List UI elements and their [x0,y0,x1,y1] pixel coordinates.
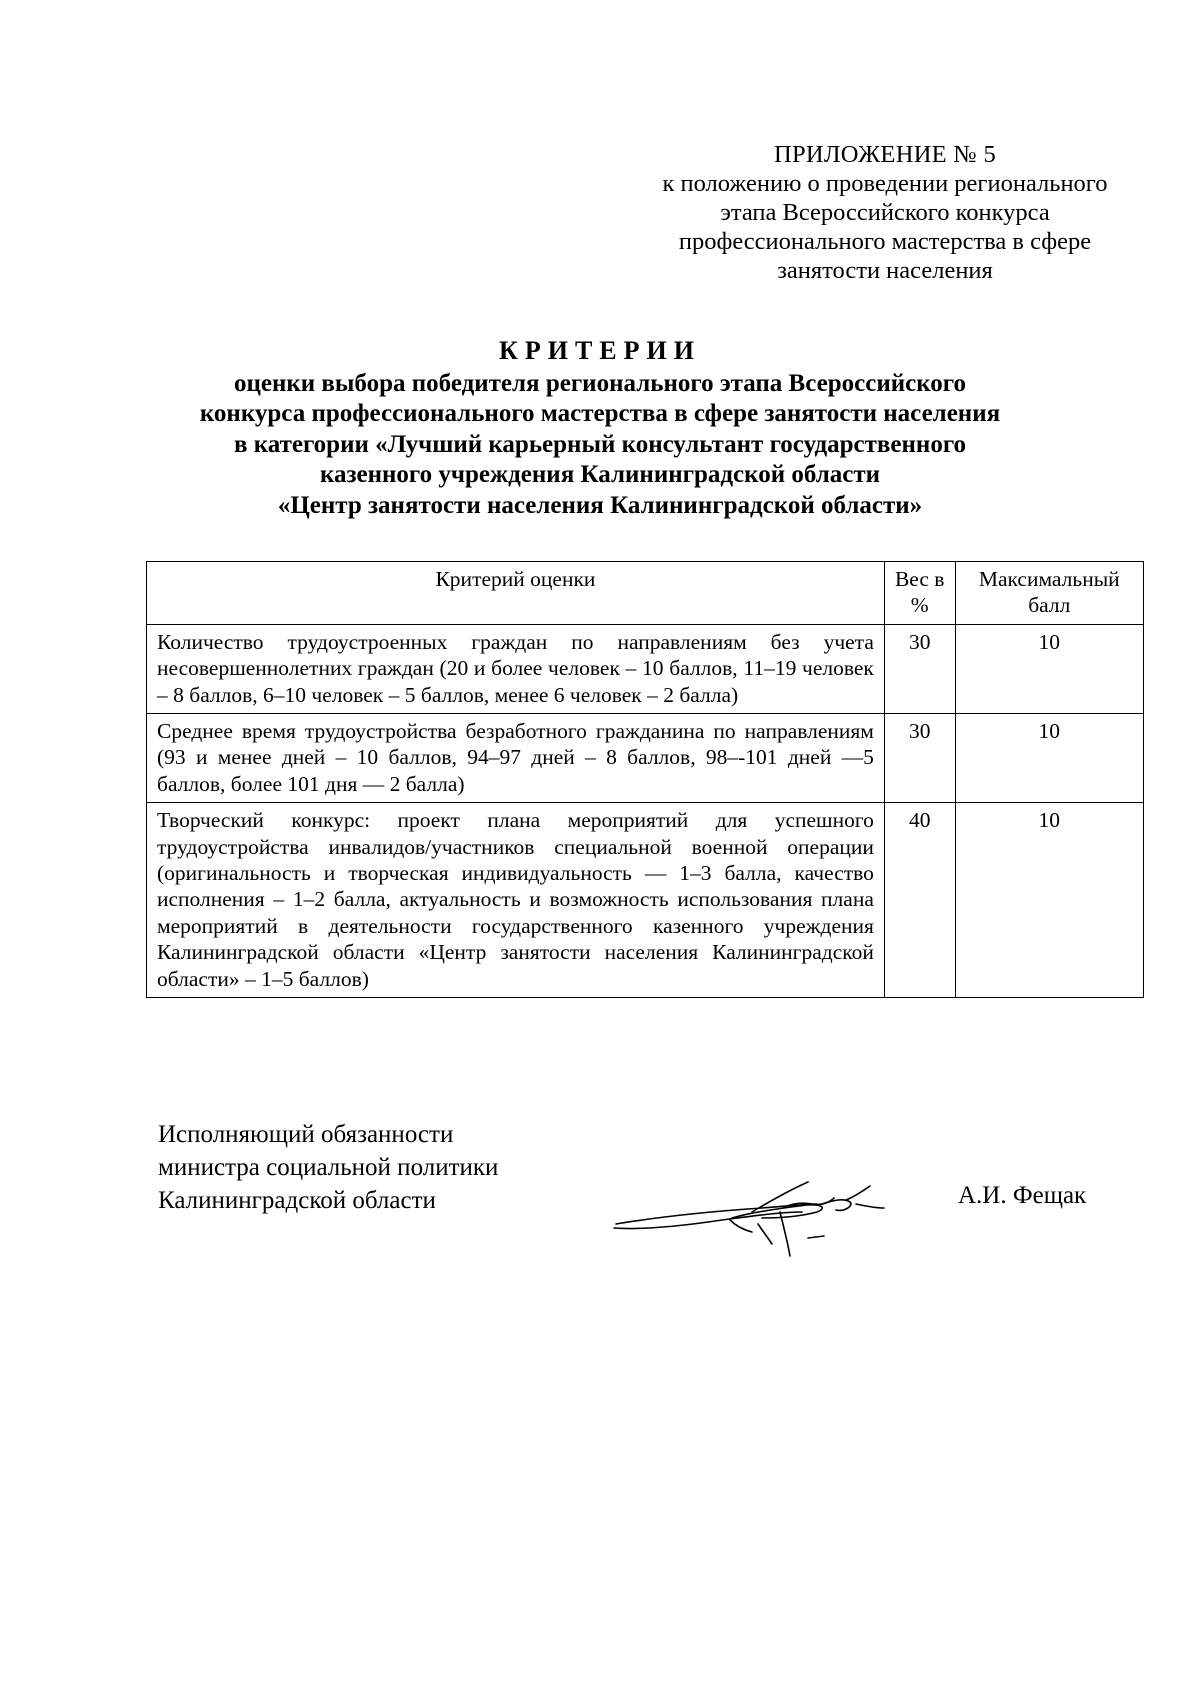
annex-title: ПРИЛОЖЕНИЕ № 5 [773,141,997,168]
heading-word: КРИТЕРИИ [499,336,701,365]
annex-line: профессионального мастерства в сфере [678,228,1092,255]
header-max: Максимальный балл [955,562,1143,625]
heading-line: оценки выбора победителя регионального этапа Всероссийского [233,369,967,397]
document-heading [140,336,1060,521]
max-score-cell: 10 [955,624,1143,713]
header-weight: Вес в % [884,562,955,625]
position-line: Калининградской области [158,1187,436,1214]
annex-line: к положению о проведении регионального [662,170,1108,197]
weight-cell: 40 [884,803,955,998]
heading-line: «Центр занятости населения Калининградской области» [277,491,923,519]
table-row [147,714,1144,803]
weight-cell: 30 [884,624,955,713]
signatory-position [158,1118,498,1217]
table-header-row [147,562,1144,625]
heading-line: казенного учреждения Калининградской области [319,461,881,488]
annex-header [620,140,1150,285]
position-line: министра социальной политики [158,1154,499,1181]
signatory-name: А.И. Фещак [958,1182,1087,1209]
heading-line: конкурса профессионального мастерства в сфере занятости населения [199,400,1001,427]
handwritten-signature [612,1160,912,1260]
criterion-cell: Творческий конкурс: проект плана мероприятий для успешного трудоустройства инвалидов/участников специальной военной операции (оригинальность и творческая индивидуальность — 1–3 балла, качество исполнения – 1–2 балла, актуальность и возможность использования плана мероприятий в деятельности государственного казенного учреждения Калининградской области «Центр занятости населения Калининградской области» – 1–5 баллов) [147,803,885,998]
header-criterion: Критерий оценки [147,562,885,625]
position-line: Исполняющий обязанности [158,1121,454,1148]
criterion-cell: Среднее время трудоустройства безработного гражданина по направлениям (93 и менее дней – 10 баллов, 94–97 дней – 8 баллов, 98–-101 дней —5 баллов, более 101 дня — 2 балла) [147,714,885,803]
max-score-cell: 10 [955,803,1143,998]
criterion-cell: Количество трудоустроенных граждан по направлениям без учета несовершеннолетних граждан (20 и более человек – 10 баллов, 11–19 человек – 8 баллов, 6–10 человек – 5 баллов, менее 6 человек – 2 балла) [147,624,885,713]
max-score-cell: 10 [955,714,1143,803]
weight-cell: 30 [884,714,955,803]
annex-line: этапа Всероссийского конкурса [720,199,1050,226]
criteria-table [146,561,1144,998]
annex-line: занятости населения [777,257,993,284]
table-row [147,624,1144,713]
heading-line: в категории «Лучший карьерный консультант государственного [233,430,967,458]
table-row [147,803,1144,998]
